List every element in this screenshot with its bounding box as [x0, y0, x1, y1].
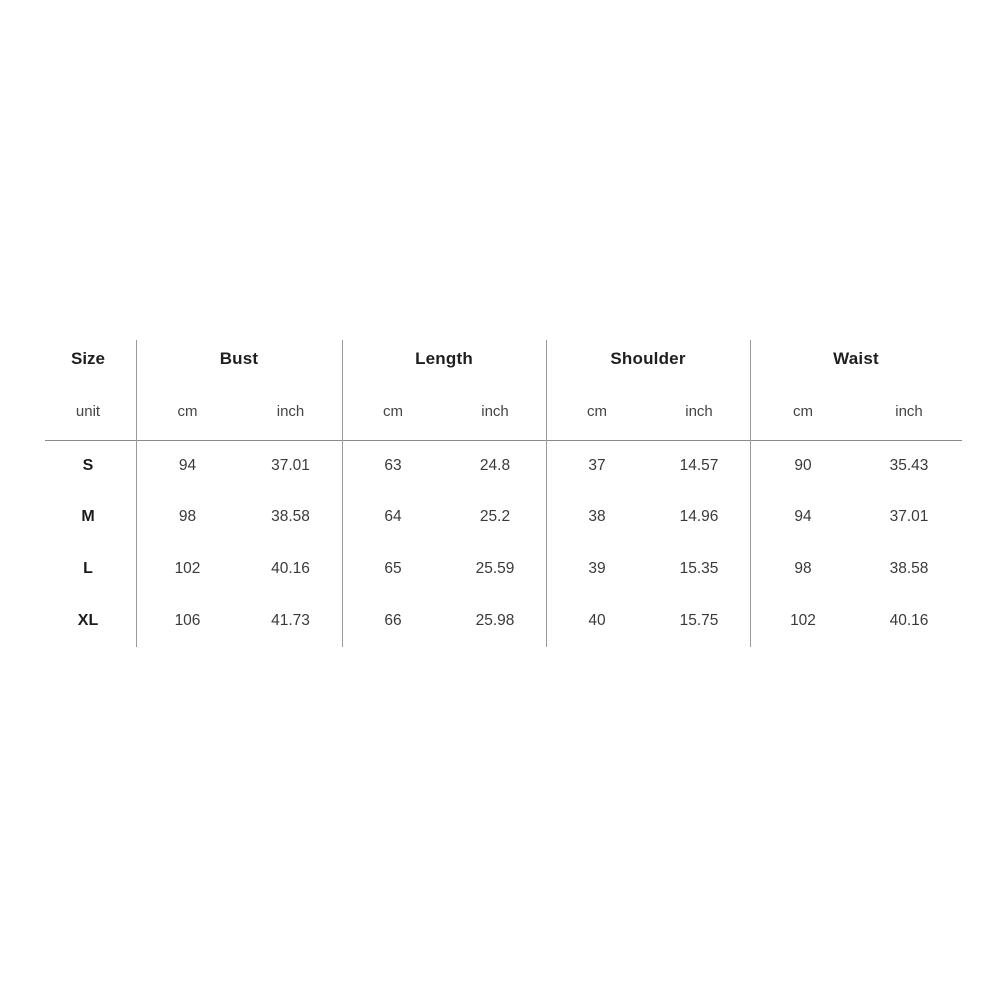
cell-shoulder-inch: 14.57	[679, 456, 719, 474]
unit-bust-cm: cm	[177, 402, 198, 420]
cell-length-cm: 64	[384, 508, 402, 525]
cell-bust-inch: 41.73	[271, 612, 310, 629]
row-size-label: M	[81, 508, 95, 525]
column-header-waist: Waist	[833, 349, 879, 368]
cell-bust-cm: 102	[174, 560, 201, 577]
unit-row-label: unit	[75, 402, 101, 420]
unit-length-cm: cm	[383, 402, 403, 420]
cell-bust-inch: 40.16	[271, 560, 310, 577]
cell-waist-inch: 40.16	[889, 612, 929, 629]
unit-length-inch: inch	[481, 402, 509, 420]
row-size-label: L	[83, 560, 93, 577]
cell-waist-cm: 90	[794, 456, 812, 474]
unit-shoulder-cm: cm	[587, 402, 607, 420]
cell-length-inch: 25.59	[475, 560, 515, 577]
cell-shoulder-cm: 37	[588, 456, 606, 474]
cell-length-inch: 24.8	[479, 456, 511, 474]
cell-waist-inch: 37.01	[889, 508, 929, 525]
column-header-bust: Bust	[219, 349, 259, 368]
cell-shoulder-inch: 15.75	[679, 612, 719, 629]
cell-waist-cm: 94	[794, 508, 812, 525]
unit-waist-inch: inch	[895, 402, 923, 420]
cell-length-cm: 63	[384, 456, 402, 474]
cell-shoulder-cm: 38	[588, 508, 606, 525]
cell-bust-inch: 37.01	[271, 456, 310, 474]
cell-bust-cm: 94	[178, 456, 197, 474]
cell-length-inch: 25.98	[475, 612, 515, 629]
cell-shoulder-inch: 14.96	[679, 508, 719, 525]
size-chart-table	[40, 336, 962, 647]
cell-bust-cm: 98	[178, 508, 197, 525]
column-header-length: Length	[415, 349, 473, 368]
cell-length-inch: 25.2	[479, 508, 511, 525]
column-divider-length-shoulder	[546, 340, 547, 647]
cell-length-cm: 65	[384, 560, 402, 577]
cell-shoulder-cm: 40	[588, 612, 606, 629]
column-header-size: Size	[70, 349, 106, 368]
cell-bust-cm: 106	[174, 612, 201, 629]
unit-shoulder-inch: inch	[685, 402, 713, 420]
unit-waist-cm: cm	[793, 402, 813, 420]
header-separator-rule	[45, 440, 962, 441]
cell-shoulder-cm: 39	[588, 560, 606, 577]
row-size-label: XL	[77, 612, 99, 629]
cell-waist-cm: 102	[790, 612, 816, 629]
column-header-shoulder: Shoulder	[610, 349, 686, 368]
row-size-label: S	[82, 456, 94, 474]
column-divider-size-bust	[136, 340, 137, 647]
cell-length-cm: 66	[384, 612, 402, 629]
cell-waist-inch: 35.43	[889, 456, 929, 474]
cell-bust-inch: 38.58	[271, 508, 310, 525]
cell-waist-cm: 98	[794, 560, 812, 577]
cell-shoulder-inch: 15.35	[679, 560, 719, 577]
unit-bust-inch: inch	[276, 402, 305, 420]
cell-waist-inch: 38.58	[889, 560, 929, 577]
column-divider-bust-length	[342, 340, 343, 647]
column-divider-shoulder-waist	[750, 340, 751, 647]
